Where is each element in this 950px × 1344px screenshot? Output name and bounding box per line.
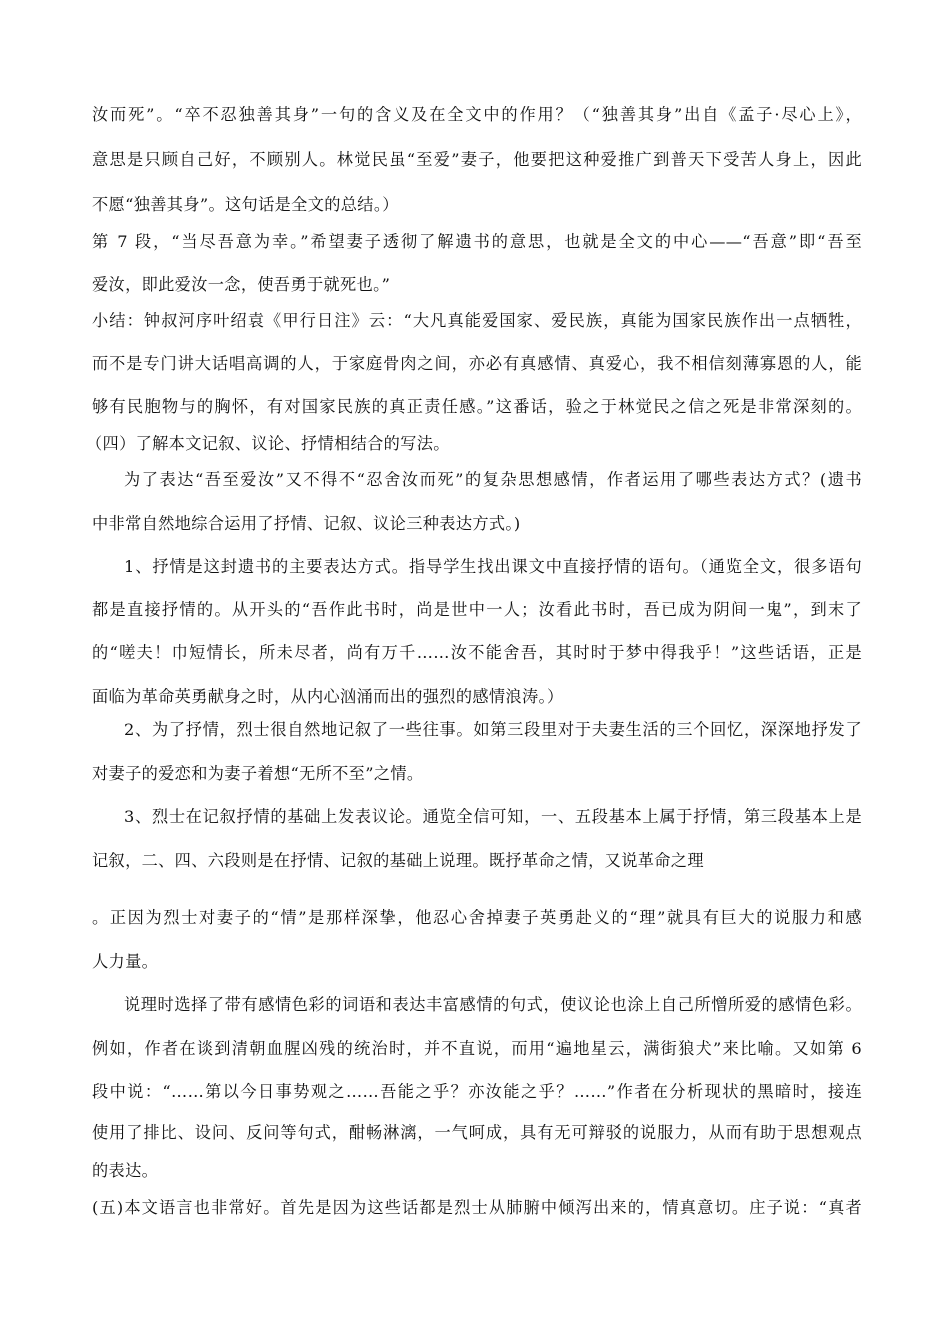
- text-line: 2、为了抒情，烈士很自然地记叙了一些往事。如第三段里对于夫妻生活的三个回忆，深深地抒发了: [124, 720, 862, 739]
- text-line: 够有民胞物与的胸怀，有对国家民族的真正责任感。”这番话，验之于林觉民之信之死是非常深刻的。: [92, 397, 862, 416]
- text-line: 不愿“独善其身”。这句话是全文的总结。）: [92, 195, 399, 214]
- text-line: 意思是只顾自己好，不顾别人。林觉民虽“至爱”妻子，他要把这种爱推广到普天下受苦人身上，因此: [92, 150, 862, 169]
- text-line: 而不是专门讲大话唱高调的人，于家庭骨肉之间，亦必有真感情、真爱心，我不相信刻薄寡恩的人，能: [92, 354, 862, 373]
- text-line: 为了表达“吾至爱汝”又不得不“忍舍汝而死”的复杂思想感情，作者运用了哪些表达方式？(遗书: [124, 470, 862, 489]
- text-line: 小结：钟叔河序叶绍袁《甲行日注》云：“大凡真能爱国家、爱民族，真能为国家民族作出一点牺牲，: [92, 311, 862, 330]
- text-line: 人力量。: [92, 952, 159, 971]
- text-line: 中非常自然地综合运用了抒情、记叙、议论三种表达方式。): [92, 514, 521, 533]
- text-line: 的“嗟夫！巾短情长，所未尽者，尚有万千……汝不能舍吾，其时时于梦中得我乎！”这些话语，正是: [92, 643, 862, 662]
- text-line: 爱汝，即此爱汝一念，使吾勇于就死也。”: [92, 275, 391, 294]
- text-line: 面临为革命英勇献身之时，从内心汹涌而出的强烈的感情浪涛。）: [92, 687, 564, 706]
- section-heading: （四）了解本文记叙、议论、抒情相结合的写法。: [86, 434, 450, 453]
- text-line: 使用了排比、设问、反问等句式，酣畅淋漓，一气呵成，具有无可辩驳的说服力，从而有助于思想观点: [92, 1123, 862, 1142]
- text-line: 汝而死”。“卒不忍独善其身”一句的含义及在全文中的作用？（“独善其身”出自《孟子·尽心上》，: [92, 105, 862, 124]
- text-line: 说理时选择了带有感情色彩的词语和表达丰富感情的句式，使议论也涂上自己所憎所爱的感情色彩。: [124, 995, 862, 1014]
- text-line: 3、烈士在记叙抒情的基础上发表议论。通览全信可知，一、五段基本上属于抒情，第三段基本上是: [124, 807, 862, 826]
- text-line: 都是直接抒情的。从开头的“吾作此书时，尚是世中一人；汝看此书时，吾已成为阴间一鬼”，到末了: [92, 600, 862, 619]
- text-line: 的表达。: [92, 1161, 159, 1180]
- section-heading: (五)本文语言也非常好。首先是因为这些话都是烈士从肺腑中倾泻出来的，情真意切。庄子说：“真者: [92, 1198, 862, 1217]
- text-line: 。正因为烈士对妻子的“情”是那样深挚，他忍心舍掉妻子英勇赴义的“理”就具有巨大的说服力和感: [92, 908, 862, 927]
- text-line: 记叙，二、四、六段则是在抒情、记叙的基础上说理。既抒革命之情，又说革命之理: [92, 851, 704, 870]
- text-line: 例如，作者在谈到清朝血腥凶残的统治时，并不直说，而用“遍地星云，满街狼犬”来比喻。又如第 6: [92, 1039, 862, 1058]
- text-line: 段中说：“……第以今日事势观之……吾能之乎？亦汝能之乎？……”作者在分析现状的黑暗时，接连: [92, 1082, 862, 1101]
- text-line: 第 7 段，“当尽吾意为幸。”希望妻子透彻了解遗书的意思，也就是全文的中心——“吾意”即“吾至: [92, 232, 862, 251]
- text-line: 1、抒情是这封遗书的主要表达方式。指导学生找出课文中直接抒情的语句。（通览全文，很多语句: [124, 557, 862, 576]
- text-line: 对妻子的爱恋和为妻子着想“无所不至”之情。: [92, 764, 424, 783]
